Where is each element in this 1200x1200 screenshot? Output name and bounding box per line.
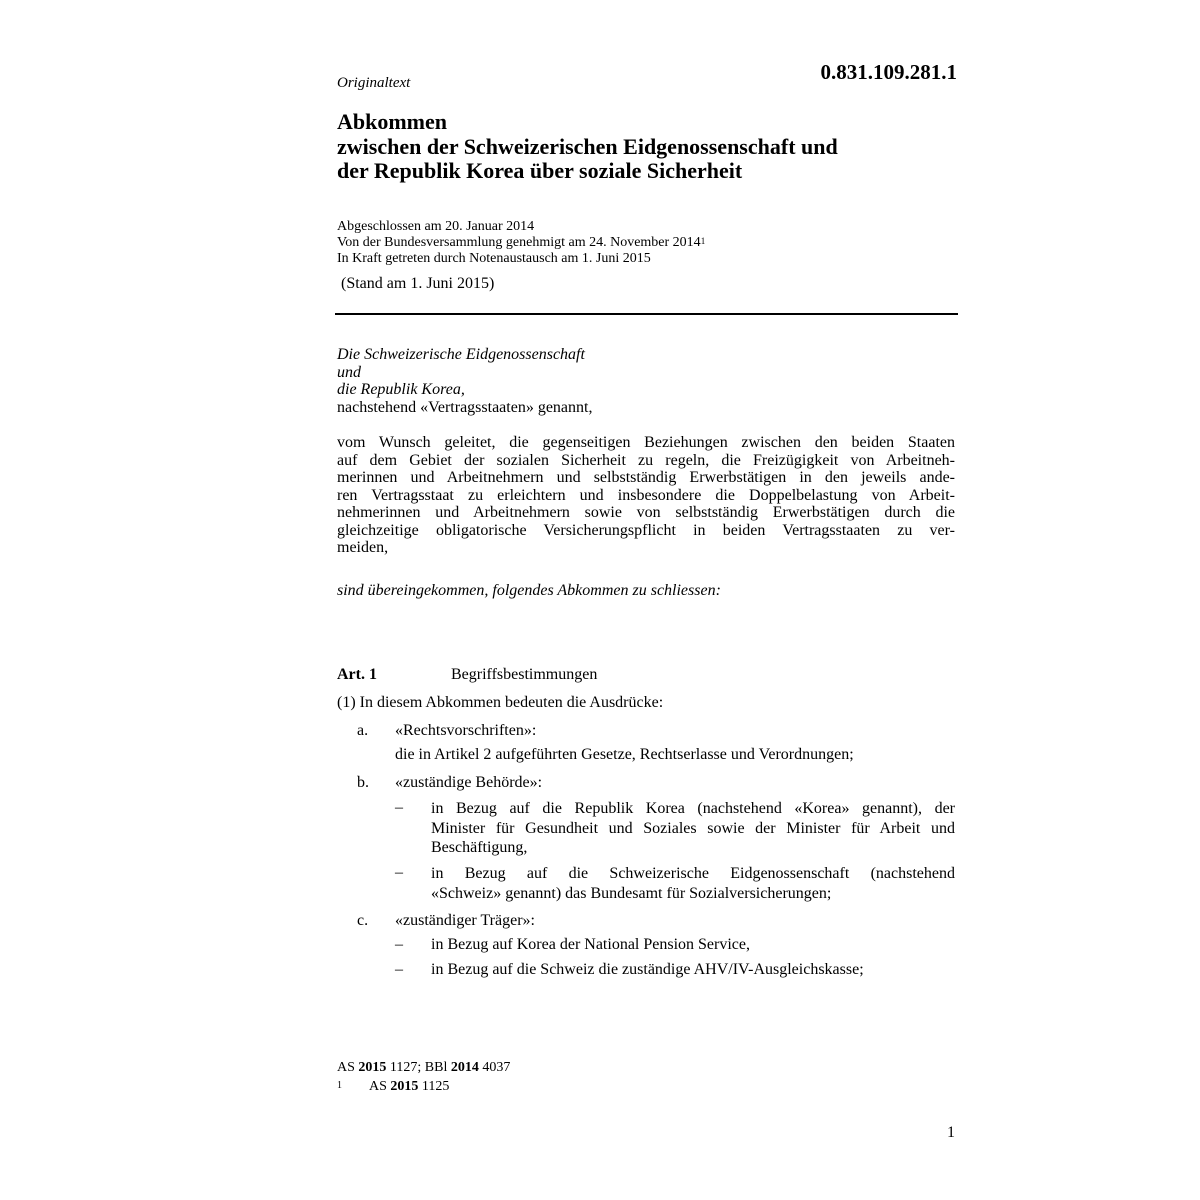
publication-reference: AS 2015 1127; BBl 2014 4037 bbox=[337, 1060, 511, 1075]
competent-institution-korea: in Bezug auf Korea der National Pension Service, bbox=[431, 936, 751, 953]
preamble-parties bbox=[337, 346, 957, 416]
article-heading: Begriffsbestimmungen bbox=[451, 666, 598, 683]
purpose-line: merinnen und Arbeitnehmern und selbstständig Erwerbstätigen in den jeweils ande- bbox=[337, 469, 955, 486]
item-letter-a: a. bbox=[357, 722, 369, 739]
dash-bullet: – bbox=[395, 961, 403, 978]
purpose-line: ren Vertragsstaat zu erleichtern und insbesondere die Doppelbelastung von Arbeit- bbox=[337, 486, 955, 504]
title-line-1: Abkommen bbox=[337, 109, 448, 134]
agreement-clause: sind übereingekommen, folgendes Abkommen zu schliessen: bbox=[337, 582, 721, 599]
party-switzerland: Die Schweizerische Eidgenossenschaft bbox=[337, 346, 585, 363]
in-force-date: In Kraft getreten durch Notenaustausch am 1. Juni 2015 bbox=[337, 251, 651, 266]
purpose-line: nehmerinnen und Arbeitnehmern sowie von selbstständig Erwerbstätigen durch die bbox=[337, 504, 955, 521]
definition-legislation: die in Artikel 2 aufgeführten Gesetze, Rechtserlasse und Verordnungen; bbox=[395, 746, 854, 763]
party-korea: die Republik Korea, bbox=[337, 381, 465, 398]
title-line-2: zwischen der Schweizerischen Eidgenossenschaft und bbox=[337, 133, 838, 159]
hereinafter-clause: nachstehend «Vertragsstaaten» genannt, bbox=[337, 398, 593, 416]
page-number: 1 bbox=[947, 1124, 955, 1141]
purpose-line: vom Wunsch geleitet, die gegenseitigen Beziehungen zwischen den beiden Staaten bbox=[337, 434, 955, 451]
header-divider bbox=[335, 313, 958, 315]
party-and: und bbox=[337, 363, 361, 381]
document-metadata bbox=[337, 219, 957, 267]
item-letter-c: c. bbox=[357, 912, 369, 929]
sr-number: 0.831.109.281.1 bbox=[820, 60, 957, 84]
footnotes bbox=[337, 1058, 510, 1096]
competent-institution-switzerland: in Bezug auf die Schweiz die zuständige AHV/IV-Ausgleichskasse; bbox=[431, 961, 864, 978]
term-competent-authority: «zuständige Behörde»: bbox=[395, 774, 543, 791]
footnote-mark: 1 bbox=[337, 1080, 342, 1091]
original-text-label: Originaltext bbox=[337, 75, 411, 91]
status-date: (Stand am 1. Juni 2015) bbox=[341, 275, 495, 292]
approval-date: Von der Bundesversammlung genehmigt am 24. November 2014$^1$ bbox=[337, 235, 706, 250]
purpose-line: gleichzeitige obligatorische Versicherungspflicht in beiden Vertragsstaaten zu ver- bbox=[337, 521, 955, 539]
article-number: Art. 1 bbox=[337, 666, 377, 683]
item-letter-b: b. bbox=[357, 774, 369, 791]
document-title bbox=[337, 110, 957, 184]
dash-bullet: – bbox=[395, 864, 403, 881]
term-competent-institution: «zuständiger Träger»: bbox=[395, 912, 535, 929]
dash-bullet: – bbox=[395, 936, 403, 953]
title-line-3: der Republik Korea über soziale Sicherheit bbox=[337, 158, 743, 183]
footnote-1: $^1$ AS 2015 1125 bbox=[337, 1079, 450, 1094]
footnote-ref: 1 bbox=[700, 236, 706, 246]
term-legislation: «Rechtsvorschriften»: bbox=[395, 722, 537, 739]
purpose-line: auf dem Gebiet der sozialen Sicherheit zu regeln, die Freizügigkeit von Arbeitneh- bbox=[337, 451, 955, 469]
concluded-date: Abgeschlossen am 20. Januar 2014 bbox=[337, 219, 535, 234]
competent-authority-korea: in Bezug auf die Republik Korea (nachstehend «Korea» genannt), der Minister für Gesundheit und Soziales sowie der Minister für Arbeit und Beschäftigung, bbox=[431, 800, 955, 856]
purpose-line: meiden, bbox=[337, 539, 389, 556]
dash-bullet: – bbox=[395, 799, 403, 816]
preamble-purpose bbox=[337, 434, 955, 557]
competent-authority-switzerland: in Bezug auf die Schweizerische Eidgenossenschaft (nachstehend «Schweiz» genannt) das Bundesamt für Sozialversicherungen; bbox=[431, 865, 955, 902]
article-paragraph-1: (1) In diesem Abkommen bedeuten die Ausdrücke: bbox=[337, 694, 664, 711]
